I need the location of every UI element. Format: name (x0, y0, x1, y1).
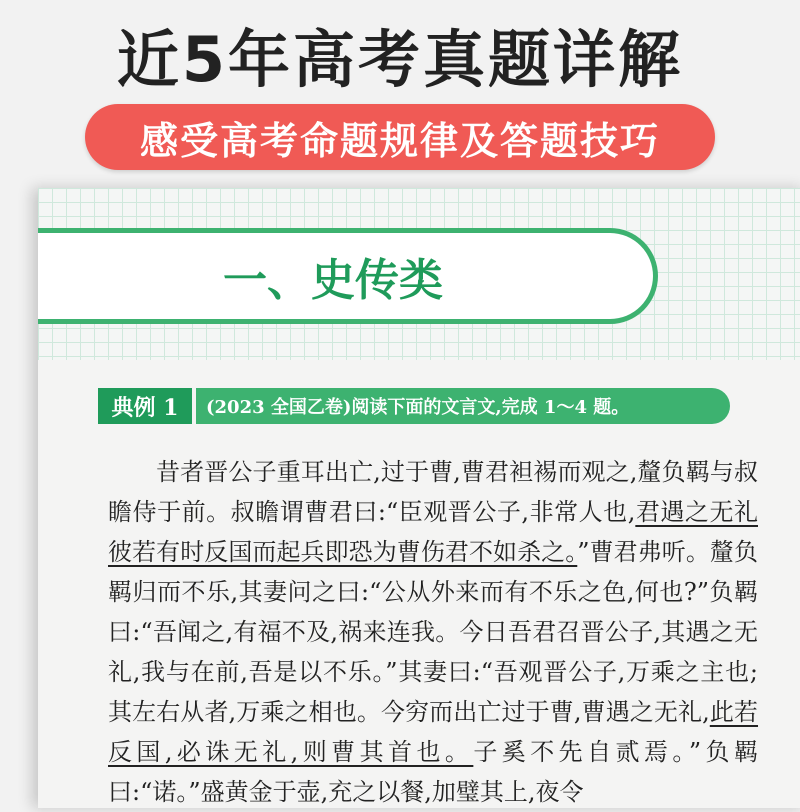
section-title: 一、史传类 (223, 255, 443, 306)
book-page (38, 188, 800, 808)
example-header (98, 388, 730, 424)
passage-text: 昔者晋公子重耳出亡,过于曹,曹君袒裼而观之,釐负羁与叔瞻侍于前。叔瞻谓曹君曰:“臣观晋公子,非常人也, (108, 458, 758, 526)
example-label: 典例 1 (98, 388, 192, 424)
underlined-sentence-1: 君遇之无礼彼若有时反国而起兵即恐为曹伤君不如杀之。 (108, 498, 758, 566)
passage-text: ”曹君弗听。釐负羁归而不乐,其妻问之曰:“公从外来而有不乐之色,何也?”负羁曰:“吾闻之,有福不及,祸来连我。今日吾君召晋公子,其遇之无礼,我与在前,吾是以不乐。”其妻曰:“吾观晋公子,万乘之主也;其左右从者,万乘之相也。今穷而出亡过于曹,曹遇之无礼, (108, 538, 758, 726)
subtitle-text: 感受高考命题规律及答题技巧 (139, 118, 660, 163)
section-banner (38, 228, 658, 324)
passage-text: 子奚不先自贰焉。”负羁曰:“诺。”盛黄金于壶,充之以餐,加璧其上,夜令 (108, 738, 758, 806)
passage-paragraph (108, 452, 758, 812)
classical-chinese-passage (108, 452, 758, 812)
page-headline: 近5年高考真题详解 (116, 23, 684, 96)
example-description: (2023 全国乙卷)阅读下面的文言文,完成 1～4 题。 (196, 388, 730, 424)
underlined-sentence-2: 此若反国,必诛无礼,则曹其首也。 (108, 698, 759, 766)
subtitle-banner (85, 104, 715, 170)
